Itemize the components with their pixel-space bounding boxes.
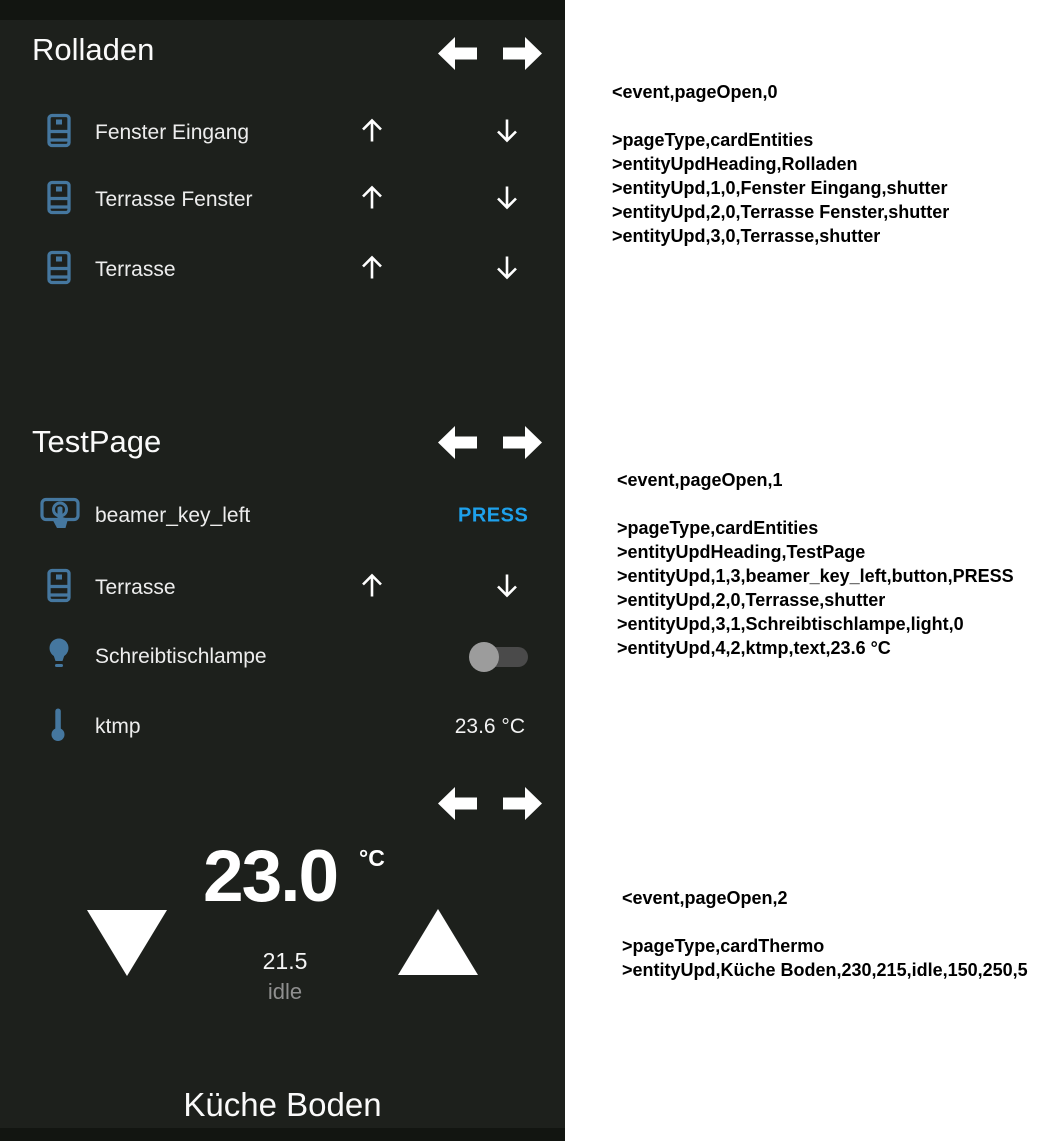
setpoint-increase-button[interactable]: [398, 909, 478, 980]
log-gap: [617, 492, 1014, 516]
entity-label: Terrasse: [95, 258, 176, 281]
log-line: >entityUpd,1,0,Fenster Eingang,shutter: [612, 178, 948, 198]
entity-row: [0, 560, 565, 616]
serial-log-block-3: [622, 886, 1028, 982]
arrow-right-icon: [503, 37, 542, 70]
card2-next-page-button[interactable]: [503, 426, 542, 459]
arrow-down-icon: [492, 183, 522, 213]
arrow-down-icon: [492, 253, 522, 283]
log-line: >entityUpd,2,0,Terrasse,shutter: [617, 590, 886, 610]
arrow-up-icon: [357, 253, 387, 283]
arrow-up-icon: [357, 116, 387, 146]
setpoint-decrease-button[interactable]: [87, 910, 167, 981]
shutter-up-button[interactable]: [357, 571, 387, 606]
entity-row: [0, 105, 565, 161]
arrow-left-icon: [438, 37, 477, 70]
window-shutter-icon: [47, 181, 71, 220]
text-entity-value: 23.6 °C: [454, 715, 525, 738]
arrow-left-icon: [438, 426, 477, 459]
log-line: >entityUpd,4,2,ktmp,text,23.6 °C: [617, 638, 891, 658]
log-gap: [612, 104, 949, 128]
shutter-down-button[interactable]: [492, 571, 522, 606]
card2-prev-page-button[interactable]: [438, 426, 477, 459]
serial-log-block-2: [617, 468, 1014, 660]
log-line: >entityUpdHeading,Rolladen: [612, 154, 858, 174]
window-shutter-icon: [47, 114, 71, 153]
current-temperature: 23.0: [203, 836, 338, 917]
shutter-down-button[interactable]: [492, 253, 522, 288]
card3-next-page-button[interactable]: [503, 787, 542, 820]
card1-next-page-button[interactable]: [503, 37, 542, 70]
thermometer-icon: [51, 708, 65, 747]
entity-row: [0, 172, 565, 228]
log-line: >entityUpd,Küche Boden,230,215,idle,150,250,5: [622, 960, 1028, 980]
entity-row: [0, 488, 565, 544]
entity-label: ktmp: [95, 715, 141, 738]
arrow-up-icon: [357, 183, 387, 213]
entity-label: Schreibtischlampe: [95, 645, 267, 668]
bottom-bezel: [0, 1128, 565, 1141]
log-line: >pageType,cardEntities: [617, 518, 819, 538]
shutter-down-button[interactable]: [492, 183, 522, 218]
gesture-tap-button-icon: [40, 495, 80, 538]
log-line: >entityUpd,1,3,beamer_key_left,button,PRESS: [617, 566, 1014, 586]
hvac-state: idle: [267, 979, 303, 1004]
entity-row: [0, 699, 565, 755]
card1-prev-page-button[interactable]: [438, 37, 477, 70]
setpoint-temperature: 21.5: [262, 948, 308, 974]
shutter-down-button[interactable]: [492, 116, 522, 151]
toggle-knob: [469, 642, 499, 672]
log-event-line: <event,pageOpen,2: [622, 888, 788, 908]
shutter-up-button[interactable]: [357, 183, 387, 218]
arrow-left-icon: [438, 787, 477, 820]
log-line: >entityUpd,2,0,Terrasse Fenster,shutter: [612, 202, 950, 222]
thermostat-name: Küche Boden: [183, 1086, 382, 1123]
shutter-up-button[interactable]: [357, 116, 387, 151]
triangle-down-icon: [87, 910, 167, 976]
window-shutter-icon: [47, 569, 71, 608]
window-shutter-icon: [47, 251, 71, 290]
card2-title: TestPage: [32, 424, 162, 459]
press-button[interactable]: PRESS: [458, 504, 529, 527]
entity-label: Fenster Eingang: [95, 121, 250, 144]
log-gap: [622, 910, 1028, 934]
card3-prev-page-button[interactable]: [438, 787, 477, 820]
log-line: >entityUpd,3,0,Terrasse,shutter: [612, 226, 881, 246]
entity-label: Terrasse: [95, 576, 176, 599]
entity-row: [0, 629, 565, 685]
entity-label: Terrasse Fenster: [95, 188, 253, 211]
temperature-unit: °C: [359, 845, 385, 871]
serial-log-block-1: [612, 80, 949, 248]
top-bezel: [0, 0, 565, 20]
log-event-line: <event,pageOpen,1: [617, 470, 783, 490]
arrow-right-icon: [503, 787, 542, 820]
entity-row: [0, 242, 565, 298]
entity-label: beamer_key_left: [95, 504, 251, 527]
card1-title: Rolladen: [32, 32, 155, 67]
triangle-up-icon: [398, 909, 478, 975]
log-line: >entityUpd,3,1,Schreibtischlampe,light,0: [617, 614, 964, 634]
log-event-line: <event,pageOpen,0: [612, 82, 778, 102]
light-toggle-off[interactable]: [471, 647, 528, 667]
log-line: >pageType,cardThermo: [622, 936, 825, 956]
arrow-right-icon: [503, 426, 542, 459]
arrow-down-icon: [492, 571, 522, 601]
log-line: >entityUpdHeading,TestPage: [617, 542, 866, 562]
arrow-up-icon: [357, 571, 387, 601]
arrow-down-icon: [492, 116, 522, 146]
log-line: >pageType,cardEntities: [612, 130, 814, 150]
lightbulb-icon: [47, 638, 71, 676]
shutter-up-button[interactable]: [357, 253, 387, 288]
